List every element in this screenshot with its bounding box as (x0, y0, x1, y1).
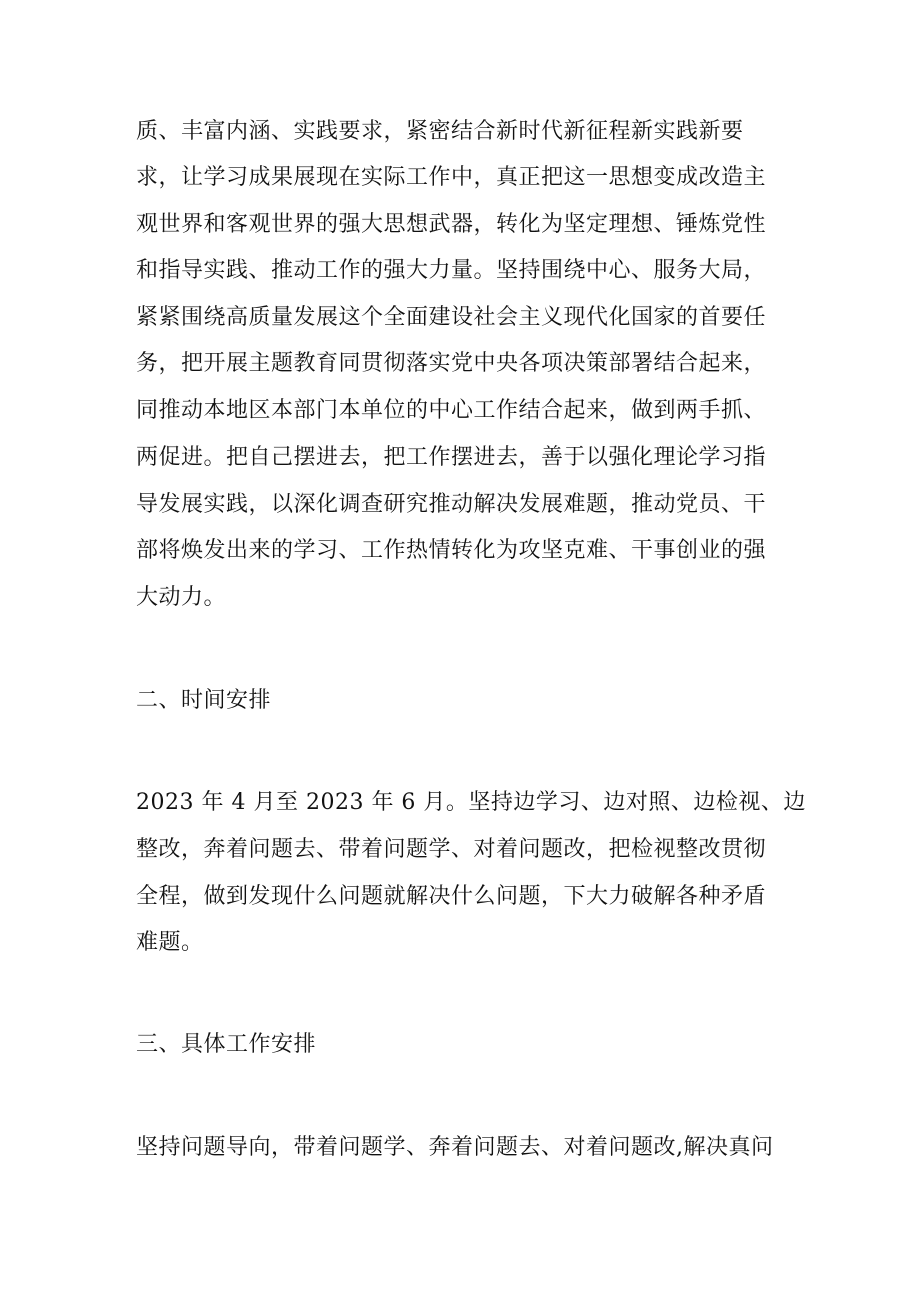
text-line: 整改，奔着问题去、带着问题学、对着问题改，把检视整改贯彻 (136, 837, 767, 862)
text-line: 两促进。把自己摆进去，把工作摆进去，善于以强化理论学习指 (136, 445, 767, 470)
text-line: 坚持问题导向，带着问题学、奔着问题去、对着问题改,解决真问 (136, 1135, 774, 1160)
text-line: 观世界和客观世界的强大思想武器，转化为坚定理想、锤炼党性 (136, 212, 767, 237)
text-line: 务，把开展主题教育同贯彻落实党中央各项决策部署结合起来， (136, 351, 767, 376)
text-line: 难题。 (136, 930, 204, 955)
section-heading-2: 二、时间安排 (136, 688, 272, 713)
text-line: 质、丰富内涵、实践要求，紧密结合新时代新征程新实践新要 (136, 119, 744, 144)
text-line: 导发展实践，以深化调查研究推动解决发展难题，推动党员、干 (136, 492, 767, 517)
text-line: 2023 年 4 月至 2023 年 6 月。坚持边学习、边对照、边检视、边 (136, 790, 806, 815)
text-line: 全程，做到发现什么问题就解决什么问题，下大力破解各种矛盾 (136, 884, 767, 909)
text-line: 和指导实践、推动工作的强大力量。坚持围绕中心、服务大局， (136, 258, 767, 283)
text-line: 部将焕发出来的学习、工作热情转化为攻坚克难、干事创业的强 (136, 538, 767, 563)
section-heading-3: 三、具体工作安排 (136, 1032, 317, 1057)
text-line: 紧紧围绕高质量发展这个全面建设社会主义现代化国家的首要任 (136, 305, 767, 330)
text-line: 同推动本地区本部门本单位的中心工作结合起来，做到两手抓、 (136, 398, 767, 423)
text-line: 大动力。 (136, 585, 227, 610)
text-line: 求，让学习成果展现在实际工作中，真正把这一思想变成改造主 (136, 165, 767, 190)
